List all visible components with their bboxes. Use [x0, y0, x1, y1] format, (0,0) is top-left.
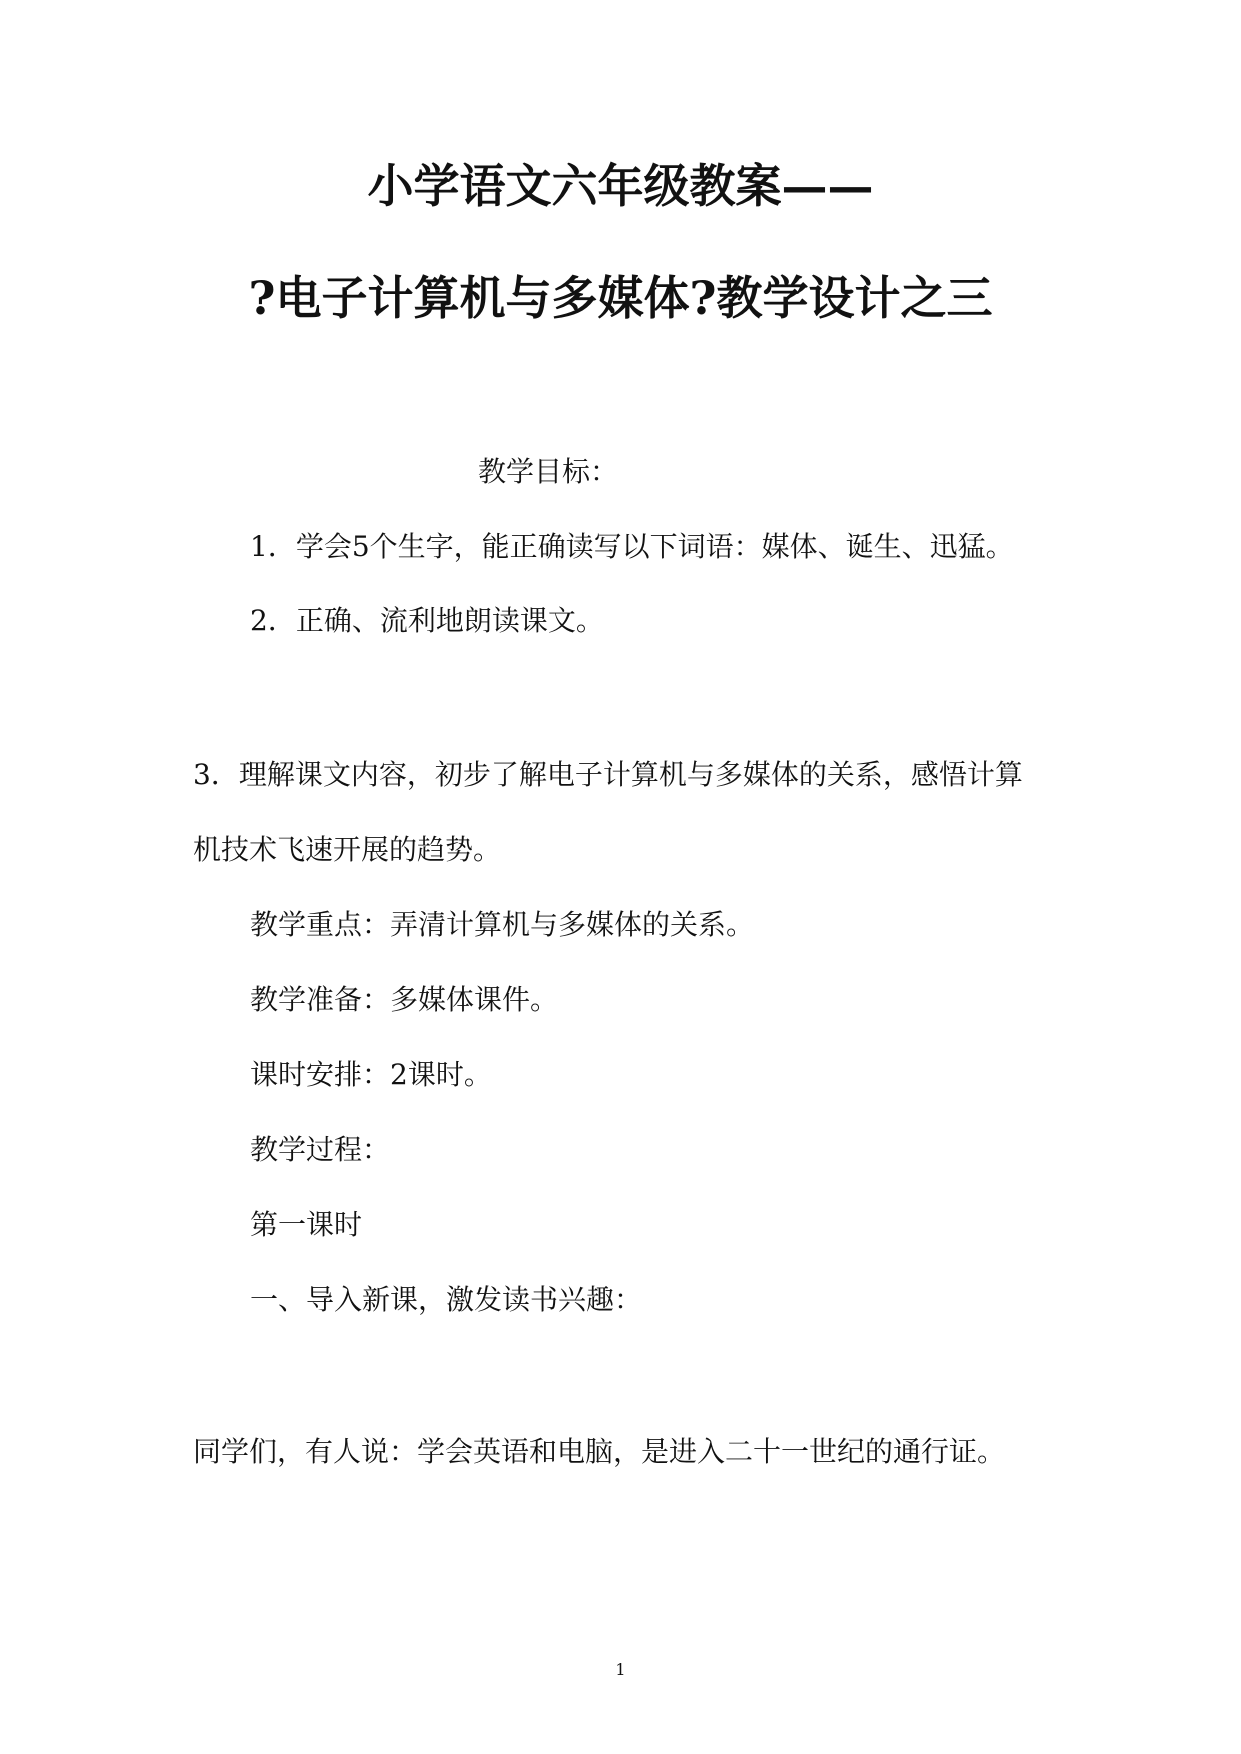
class-schedule: 课时安排：2课时。: [250, 1058, 492, 1091]
title-line-1: 小学语文六年级教案——: [367, 159, 874, 213]
section-one-heading: 一、导入新课，激发读书兴趣：: [250, 1283, 643, 1316]
objective-3-line-2: 机技术飞速开展的趋势。: [193, 833, 502, 866]
teaching-process-heading: 教学过程：: [250, 1133, 391, 1166]
intro-paragraph: 同学们，有人说：学会英语和电脑，是进入二十一世纪的通行证。: [193, 1435, 1006, 1468]
objectives-heading: 教学目标：: [478, 455, 619, 488]
objective-1: 1．学会5个生字，能正确读写以下词语：媒体、诞生、迅猛。: [250, 530, 1014, 563]
first-lesson-heading: 第一课时: [250, 1208, 363, 1241]
title-line-2: ?电子计算机与多媒体?教学设计之三: [248, 271, 993, 325]
teaching-focus: 教学重点：弄清计算机与多媒体的关系。: [250, 908, 755, 941]
objective-3-line-1: 3．理解课文内容，初步了解电子计算机与多媒体的关系，感悟计算: [193, 758, 1023, 791]
objective-2: 2．正确、流利地朗读课文。: [250, 604, 604, 637]
teaching-preparation: 教学准备：多媒体课件。: [250, 983, 559, 1016]
page-number: 1: [615, 1660, 626, 1679]
